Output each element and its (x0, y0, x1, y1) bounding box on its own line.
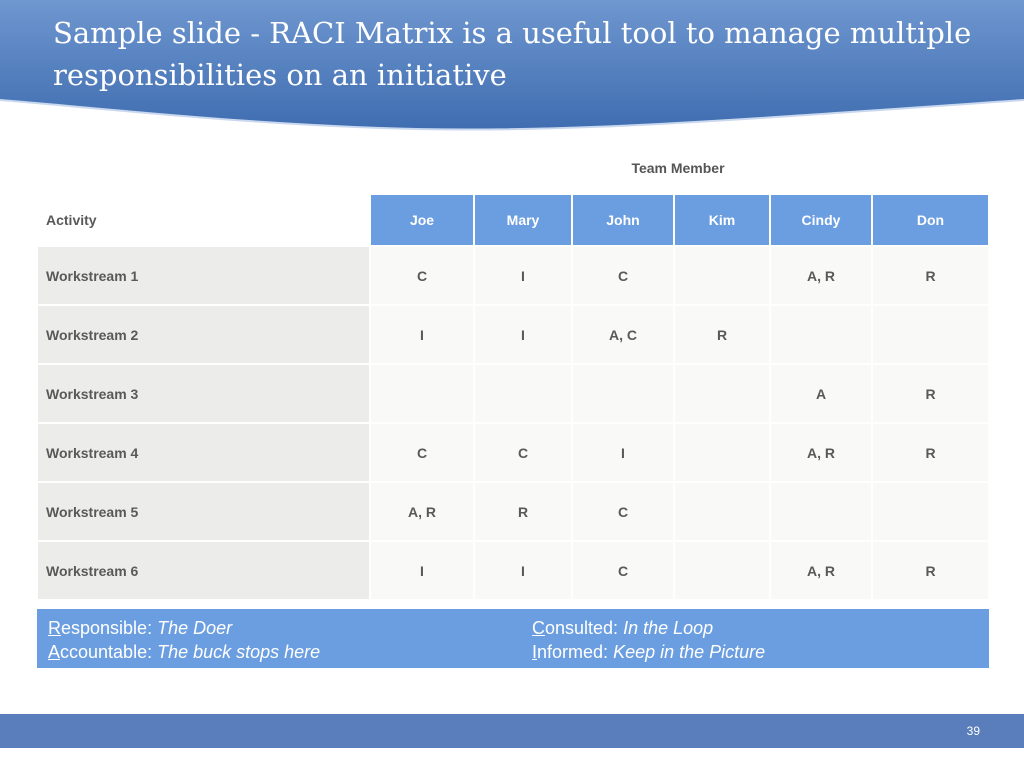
raci-cell: A, R (371, 483, 473, 540)
raci-cell: A, R (771, 424, 871, 481)
row-activity-label: Workstream 2 (38, 306, 369, 363)
member-header-joe: Joe (371, 195, 473, 245)
raci-cell (675, 365, 769, 422)
row-activity-label: Workstream 6 (38, 542, 369, 599)
raci-cell (771, 306, 871, 363)
table-row (38, 483, 988, 540)
legend-accountable-initial: A (48, 642, 61, 662)
raci-legend (37, 609, 989, 668)
legend-consulted (532, 616, 765, 640)
table-row (38, 424, 988, 481)
raci-cell: C (573, 247, 673, 304)
raci-cell (675, 483, 769, 540)
page-number: 39 (966, 724, 980, 738)
legend-informed-label: nformed: (537, 642, 614, 662)
raci-cell (675, 542, 769, 599)
raci-cell: I (475, 247, 571, 304)
legend-informed-description: Keep in the Picture (613, 642, 766, 662)
raci-cell: C (475, 424, 571, 481)
row-activity-label: Workstream 5 (38, 483, 369, 540)
legend-accountable (48, 640, 320, 664)
raci-cell: I (371, 542, 473, 599)
member-header-mary: Mary (475, 195, 571, 245)
member-header-don: Don (873, 195, 988, 245)
raci-cell: C (371, 424, 473, 481)
legend-column-left (48, 616, 320, 664)
legend-responsible-label: esponsible: (61, 618, 158, 638)
table-row (38, 306, 988, 363)
legend-accountable-label: ccountable: (60, 642, 158, 662)
raci-cell (675, 424, 769, 481)
raci-cell: I (475, 542, 571, 599)
member-header-cindy: Cindy (771, 195, 871, 245)
raci-cell (771, 483, 871, 540)
raci-cell (475, 365, 571, 422)
raci-cell: C (371, 247, 473, 304)
raci-matrix (36, 193, 990, 601)
raci-cell: I (573, 424, 673, 481)
raci-cell: C (573, 483, 673, 540)
team-member-header: Team Member (631, 160, 725, 176)
legend-informed (532, 640, 765, 664)
raci-cell: C (573, 542, 673, 599)
raci-cell (371, 365, 473, 422)
raci-cell: A (771, 365, 871, 422)
raci-cell (675, 247, 769, 304)
raci-cell: A, R (771, 247, 871, 304)
legend-responsible-description: The Doer (157, 618, 233, 638)
raci-cell (873, 483, 988, 540)
member-header-john: John (573, 195, 673, 245)
legend-consulted-description: In the Loop (623, 618, 714, 638)
legend-consulted-initial: C (532, 618, 545, 638)
raci-cell: R (475, 483, 571, 540)
row-activity-label: Workstream 1 (38, 247, 369, 304)
legend-responsible (48, 616, 320, 640)
raci-cell: R (873, 424, 988, 481)
table-row (38, 542, 988, 599)
member-header-kim: Kim (675, 195, 769, 245)
legend-accountable-description: The buck stops here (157, 642, 321, 662)
raci-cell: A, R (771, 542, 871, 599)
member-header-row (38, 195, 988, 245)
raci-cell: R (873, 542, 988, 599)
table-row (38, 365, 988, 422)
activity-header: Activity (38, 195, 369, 245)
legend-column-right (532, 616, 765, 664)
legend-consulted-label: onsulted: (545, 618, 624, 638)
raci-cell: I (371, 306, 473, 363)
raci-cell: R (675, 306, 769, 363)
raci-cell (873, 306, 988, 363)
footer-bar (0, 714, 1024, 748)
row-activity-label: Workstream 4 (38, 424, 369, 481)
raci-cell: R (873, 247, 988, 304)
raci-cell: A, C (573, 306, 673, 363)
raci-cell (573, 365, 673, 422)
raci-cell: R (873, 365, 988, 422)
legend-responsible-initial: R (48, 618, 61, 638)
slide-title: Sample slide - RACI Matrix is a useful tool to manage multiple responsibilities on an initiative (53, 16, 972, 92)
row-activity-label: Workstream 3 (38, 365, 369, 422)
table-row (38, 247, 988, 304)
legend-informed-initial: I (532, 642, 538, 662)
raci-cell: I (475, 306, 571, 363)
